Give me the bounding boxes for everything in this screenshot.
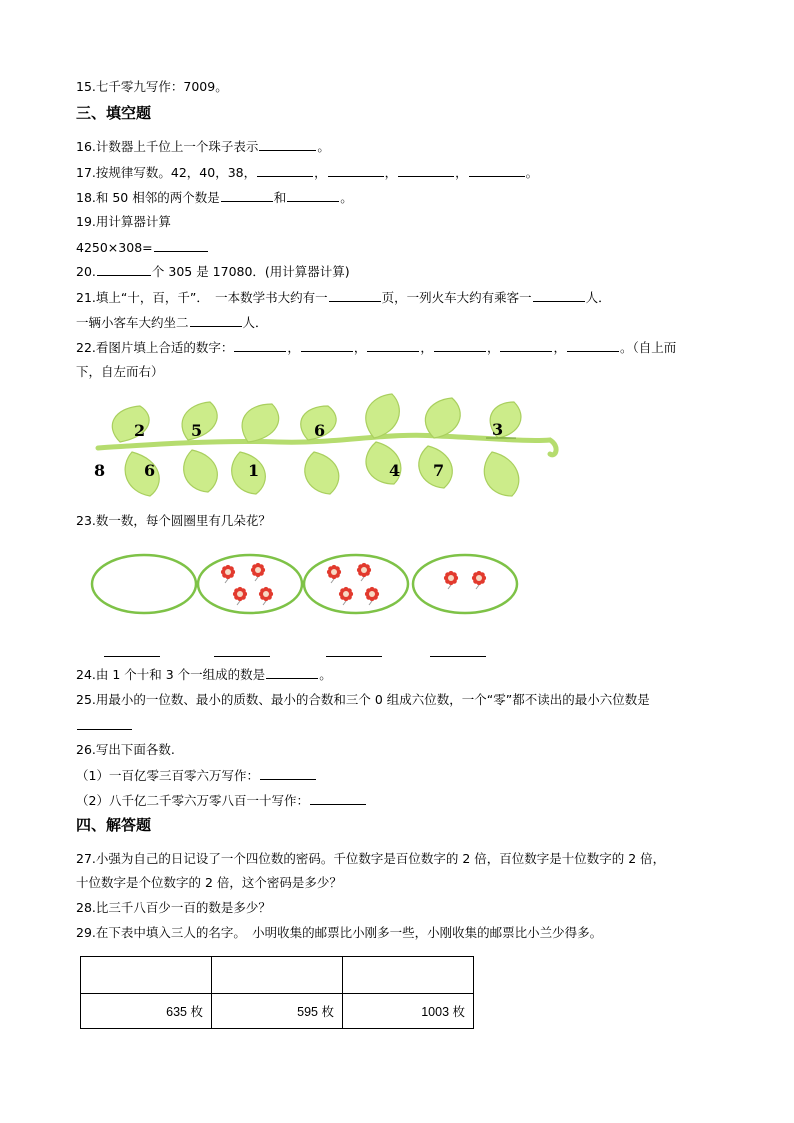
q27-line2: 十位数字是个位数字的 2 倍，这个密码是多少？ bbox=[76, 875, 342, 890]
circle bbox=[413, 555, 517, 613]
answer-blank[interactable] bbox=[234, 339, 286, 352]
flower-circles-picture bbox=[88, 548, 538, 660]
q24 bbox=[76, 666, 332, 683]
answer-line[interactable] bbox=[214, 656, 270, 657]
vine-number: 5 bbox=[191, 421, 203, 440]
flower-icon bbox=[221, 565, 235, 583]
answer-blank[interactable] bbox=[97, 263, 151, 276]
vine-number: 6 bbox=[144, 461, 156, 480]
q21-text-e: 人． bbox=[242, 315, 268, 330]
answer-blank[interactable] bbox=[259, 138, 316, 151]
q21-text-c: 人． bbox=[585, 290, 611, 305]
answer-blank[interactable] bbox=[190, 314, 242, 327]
answer-line[interactable] bbox=[430, 656, 486, 657]
answer-blank[interactable] bbox=[301, 339, 353, 352]
q19-title: 19.用计算器计算 bbox=[76, 214, 171, 229]
vine-number: 8 bbox=[94, 461, 106, 480]
q17-text: 17.按规律写数。42，40，38， bbox=[76, 165, 257, 180]
circle bbox=[198, 555, 302, 613]
q21-line1 bbox=[76, 289, 611, 306]
vine-number: 4 bbox=[389, 461, 401, 480]
q21-text-a: 21.填上“十，百，千”． 一本数学书大约有一 bbox=[76, 290, 328, 305]
separator: ， bbox=[353, 340, 367, 355]
flower-icon bbox=[472, 571, 486, 589]
flower-icon bbox=[233, 587, 247, 605]
flower-icon bbox=[357, 563, 371, 581]
leaf-group bbox=[98, 394, 556, 496]
answer-blank[interactable] bbox=[260, 767, 316, 780]
stamp-count-cell: 595 枚 bbox=[212, 994, 343, 1029]
q26-item-1 bbox=[76, 767, 317, 784]
answer-blank[interactable] bbox=[154, 239, 208, 252]
vine-number: 3 bbox=[492, 420, 504, 439]
vine-number: 1 bbox=[248, 461, 260, 480]
answer-blank[interactable] bbox=[500, 339, 552, 352]
q18-text: 18.和 50 相邻的两个数是 bbox=[76, 190, 220, 205]
flower-icon bbox=[259, 587, 273, 605]
answer-blank[interactable] bbox=[77, 717, 132, 730]
q21-text-b: 页，一列火车大约有乘客一 bbox=[381, 290, 532, 305]
q25-answer bbox=[76, 717, 133, 734]
q17 bbox=[76, 164, 538, 181]
q29-text: 29.在下表中填入三人的名字。 小明收集的邮票比小刚多一些，小刚收集的邮票比小兰少得多。 bbox=[76, 925, 603, 940]
name-cell[interactable] bbox=[81, 957, 212, 994]
q26-item-2 bbox=[76, 792, 367, 809]
answer-blank[interactable] bbox=[266, 666, 318, 679]
leaf bbox=[425, 398, 460, 438]
q19-expression: 4250×308= bbox=[76, 240, 153, 255]
leaf bbox=[242, 404, 279, 442]
separator: ， bbox=[287, 340, 300, 355]
q22-line2: 下，自左而右） bbox=[76, 364, 164, 379]
answer-line[interactable] bbox=[104, 656, 160, 657]
q18 bbox=[76, 189, 353, 206]
q22-end: 。（自上而 bbox=[619, 340, 677, 355]
q28-text: 28.比三千八百少一百的数是多少？ bbox=[76, 900, 271, 915]
answer-blank[interactable] bbox=[567, 339, 619, 352]
separator: ， bbox=[553, 340, 566, 355]
leaf bbox=[305, 452, 339, 494]
q23-text: 23.数一数，每个圆圈里有几朵花？ bbox=[76, 513, 271, 528]
q17-end: 。 bbox=[525, 165, 539, 180]
q22-line1 bbox=[76, 339, 676, 356]
stamp-table bbox=[80, 956, 474, 1029]
answer-blank[interactable] bbox=[257, 164, 313, 177]
answer-blank[interactable] bbox=[398, 164, 454, 177]
q18-end: 。 bbox=[340, 190, 353, 205]
q20-text: 个 305 是 17080．(用计算器计算) bbox=[151, 264, 350, 279]
circle bbox=[92, 555, 196, 613]
q21-text-d: 一辆小客车大约坐二 bbox=[76, 315, 189, 330]
q24-text: 24.由 1 个十和 3 个一组成的数是 bbox=[76, 667, 266, 682]
answer-blank[interactable] bbox=[533, 289, 585, 302]
flower-icon bbox=[365, 587, 379, 605]
q16-end: 。 bbox=[317, 139, 330, 154]
q26-item-1-text: （1）一百亿零三百零六万写作： bbox=[76, 768, 259, 783]
separator: ， bbox=[420, 340, 433, 355]
q27-line1: 27.小强为自己的日记设了一个四位数的密码。千位数字是百位数字的 2 倍，百位数字是十位数字的 2 倍， bbox=[76, 851, 666, 866]
separator: ， bbox=[486, 340, 500, 355]
flower-icon bbox=[251, 563, 265, 581]
answer-blank[interactable] bbox=[434, 339, 486, 352]
flower-icon bbox=[339, 587, 353, 605]
q26-item-2-text: （2）八千亿二千零六万零八百一十写作： bbox=[76, 793, 309, 808]
flower-icon bbox=[444, 571, 458, 589]
vine-leaves-picture bbox=[88, 392, 564, 504]
q20 bbox=[76, 263, 350, 280]
q19 bbox=[76, 239, 209, 256]
answer-blank[interactable] bbox=[328, 164, 384, 177]
answer-blank[interactable] bbox=[329, 289, 381, 302]
separator: ， bbox=[314, 165, 327, 180]
q16-text: 16.计数器上千位上一个珠子表示 bbox=[76, 139, 259, 154]
vine-number: 2 bbox=[134, 421, 146, 440]
q15-text: 15.七千零九写作：7009。 bbox=[76, 79, 228, 94]
answer-blank[interactable] bbox=[367, 339, 419, 352]
answer-blank[interactable] bbox=[310, 792, 366, 805]
q18-mid: 和 bbox=[273, 190, 287, 205]
q16 bbox=[76, 138, 330, 155]
circle bbox=[304, 555, 408, 613]
leaf bbox=[366, 394, 400, 438]
q25-text: 25.用最小的一位数、最小的质数、最小的合数和三个 0 组成六位数，一个“零”都不读出的最小六位数是 bbox=[76, 692, 650, 707]
q26-title: 26.写出下面各数. bbox=[76, 742, 175, 757]
q24-end: 。 bbox=[319, 667, 332, 682]
vine-number: 6 bbox=[314, 421, 326, 440]
answer-blank[interactable] bbox=[469, 164, 525, 177]
q20-prefix: 20. bbox=[76, 264, 96, 279]
q21-line2 bbox=[76, 314, 268, 331]
separator: ， bbox=[455, 165, 468, 180]
answer-blank[interactable] bbox=[221, 189, 273, 202]
stamp-count-cell: 1003 枚 bbox=[343, 994, 474, 1029]
stamp-count-cell: 635 枚 bbox=[81, 994, 212, 1029]
leaf bbox=[184, 450, 218, 492]
flower-icon bbox=[327, 565, 341, 583]
section-3-heading: 三、填空题 bbox=[76, 104, 152, 122]
name-cell[interactable] bbox=[343, 957, 474, 994]
separator: ， bbox=[384, 165, 398, 180]
q22-text: 22.看图片填上合适的数字： bbox=[76, 340, 234, 355]
name-cell[interactable] bbox=[212, 957, 343, 994]
leaf bbox=[484, 452, 519, 496]
vine-number: 7 bbox=[433, 461, 445, 480]
section-4-heading: 四、解答题 bbox=[76, 816, 152, 834]
answer-blank[interactable] bbox=[287, 189, 339, 202]
answer-line[interactable] bbox=[326, 656, 382, 657]
